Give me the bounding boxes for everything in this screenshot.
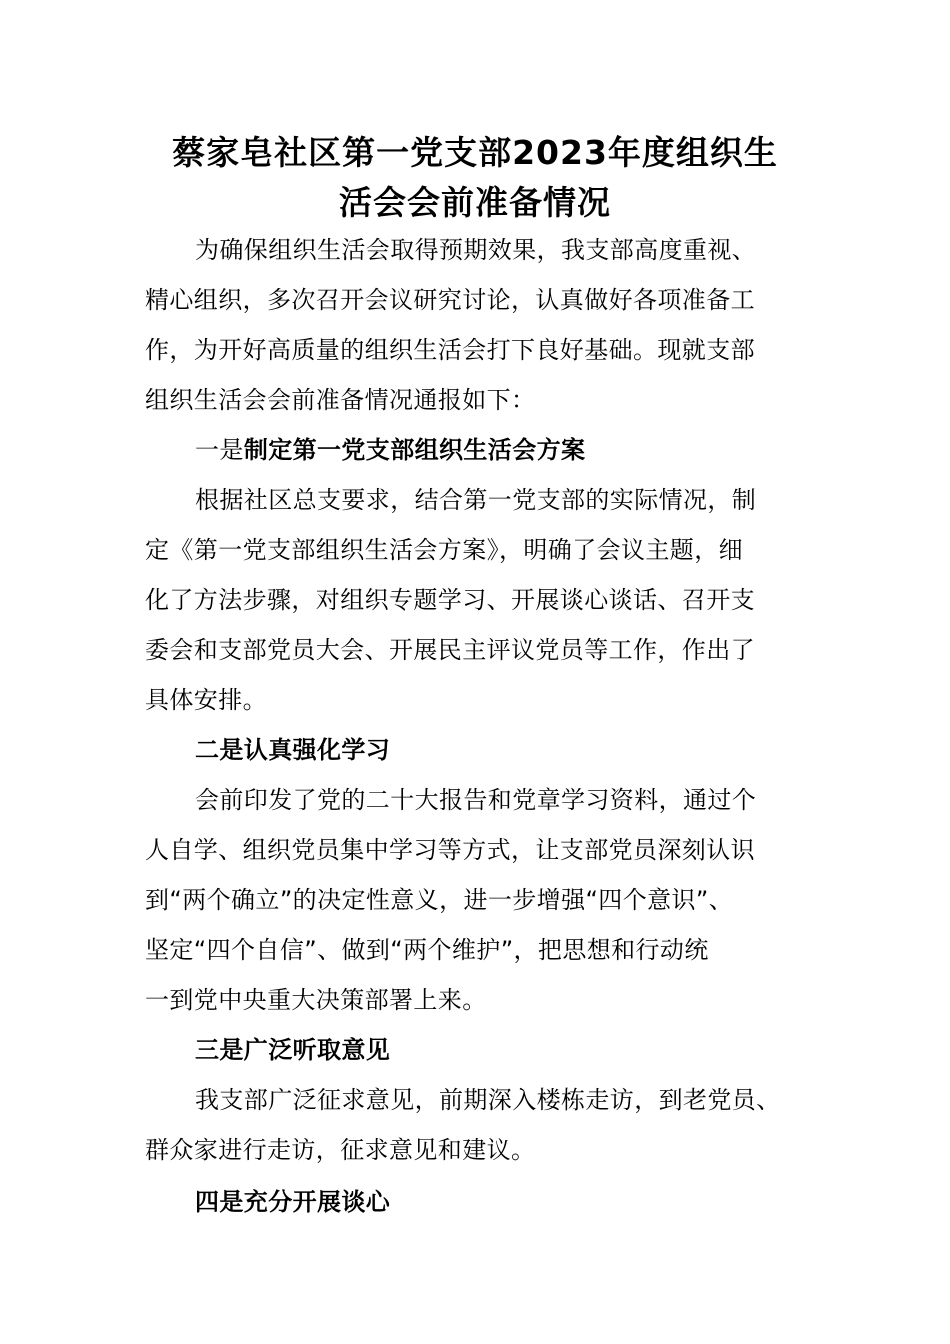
paragraph-intro-line-4: 组织生活会会前准备情况通报如下： xyxy=(145,386,536,414)
section-heading-4: 四是充分开展谈心 xyxy=(195,1188,391,1216)
paragraph-1-line-3: 化了方法步骤，对组织专题学习、开展谈心谈话、召开支 xyxy=(145,586,755,614)
paragraph-1-line-2: 定《第一党支部组织生活会方案》，明确了会议主题，细 xyxy=(145,536,743,564)
section-heading-3: 三是广泛听取意见 xyxy=(195,1036,391,1064)
section-heading-1 xyxy=(195,433,825,467)
paragraph-2-line-2: 人自学、组织党员集中学习等方式，让支部党员深刻认识 xyxy=(145,836,755,864)
paragraph-2-line-3: 到“两个确立”的决定性意义，进一步增强“四个意识”、 xyxy=(145,886,734,914)
section-heading-1-prefix: 一是 xyxy=(195,436,244,464)
paragraph-intro-line-1: 为确保组织生活会取得预期效果，我支部高度重视、 xyxy=(195,236,757,264)
document-title-line-1: 蔡家皂社区第一党支部2023年度组织生 xyxy=(172,133,778,172)
paragraph-3-line-1: 我支部广泛征求意见，前期深入楼栋走访，到老党员、 xyxy=(195,1086,781,1114)
paragraph-3-line-2: 群众家进行走访，征求意见和建议。 xyxy=(145,1136,536,1164)
paragraph-intro-line-2: 精心组织，多次召开会议研究讨论，认真做好各项准备工 xyxy=(145,286,755,314)
paragraph-1-line-5: 具体安排。 xyxy=(145,686,267,714)
document-title-line-2: 活会会前准备情况 xyxy=(339,183,611,222)
paragraph-2-line-5: 一到党中央重大决策部署上来。 xyxy=(145,986,487,1014)
paragraph-2-line-1: 会前印发了党的二十大报告和党章学习资料，通过个 xyxy=(195,786,757,814)
paragraph-1-line-4: 委会和支部党员大会、开展民主评议党员等工作，作出了 xyxy=(145,636,755,664)
section-heading-2: 二是认真强化学习 xyxy=(195,736,391,764)
paragraph-2-line-4: 坚定“四个自信”、做到“两个维护”，把思想和行动统 xyxy=(145,936,709,964)
paragraph-intro-line-3: 作，为开好高质量的组织生活会打下良好基础。现就支部 xyxy=(145,336,755,364)
paragraph-1-line-1: 根据社区总支要求，结合第一党支部的实际情况，制 xyxy=(195,486,757,514)
section-heading-1-text: 制定第一党支部组织生活会方案 xyxy=(243,436,586,464)
